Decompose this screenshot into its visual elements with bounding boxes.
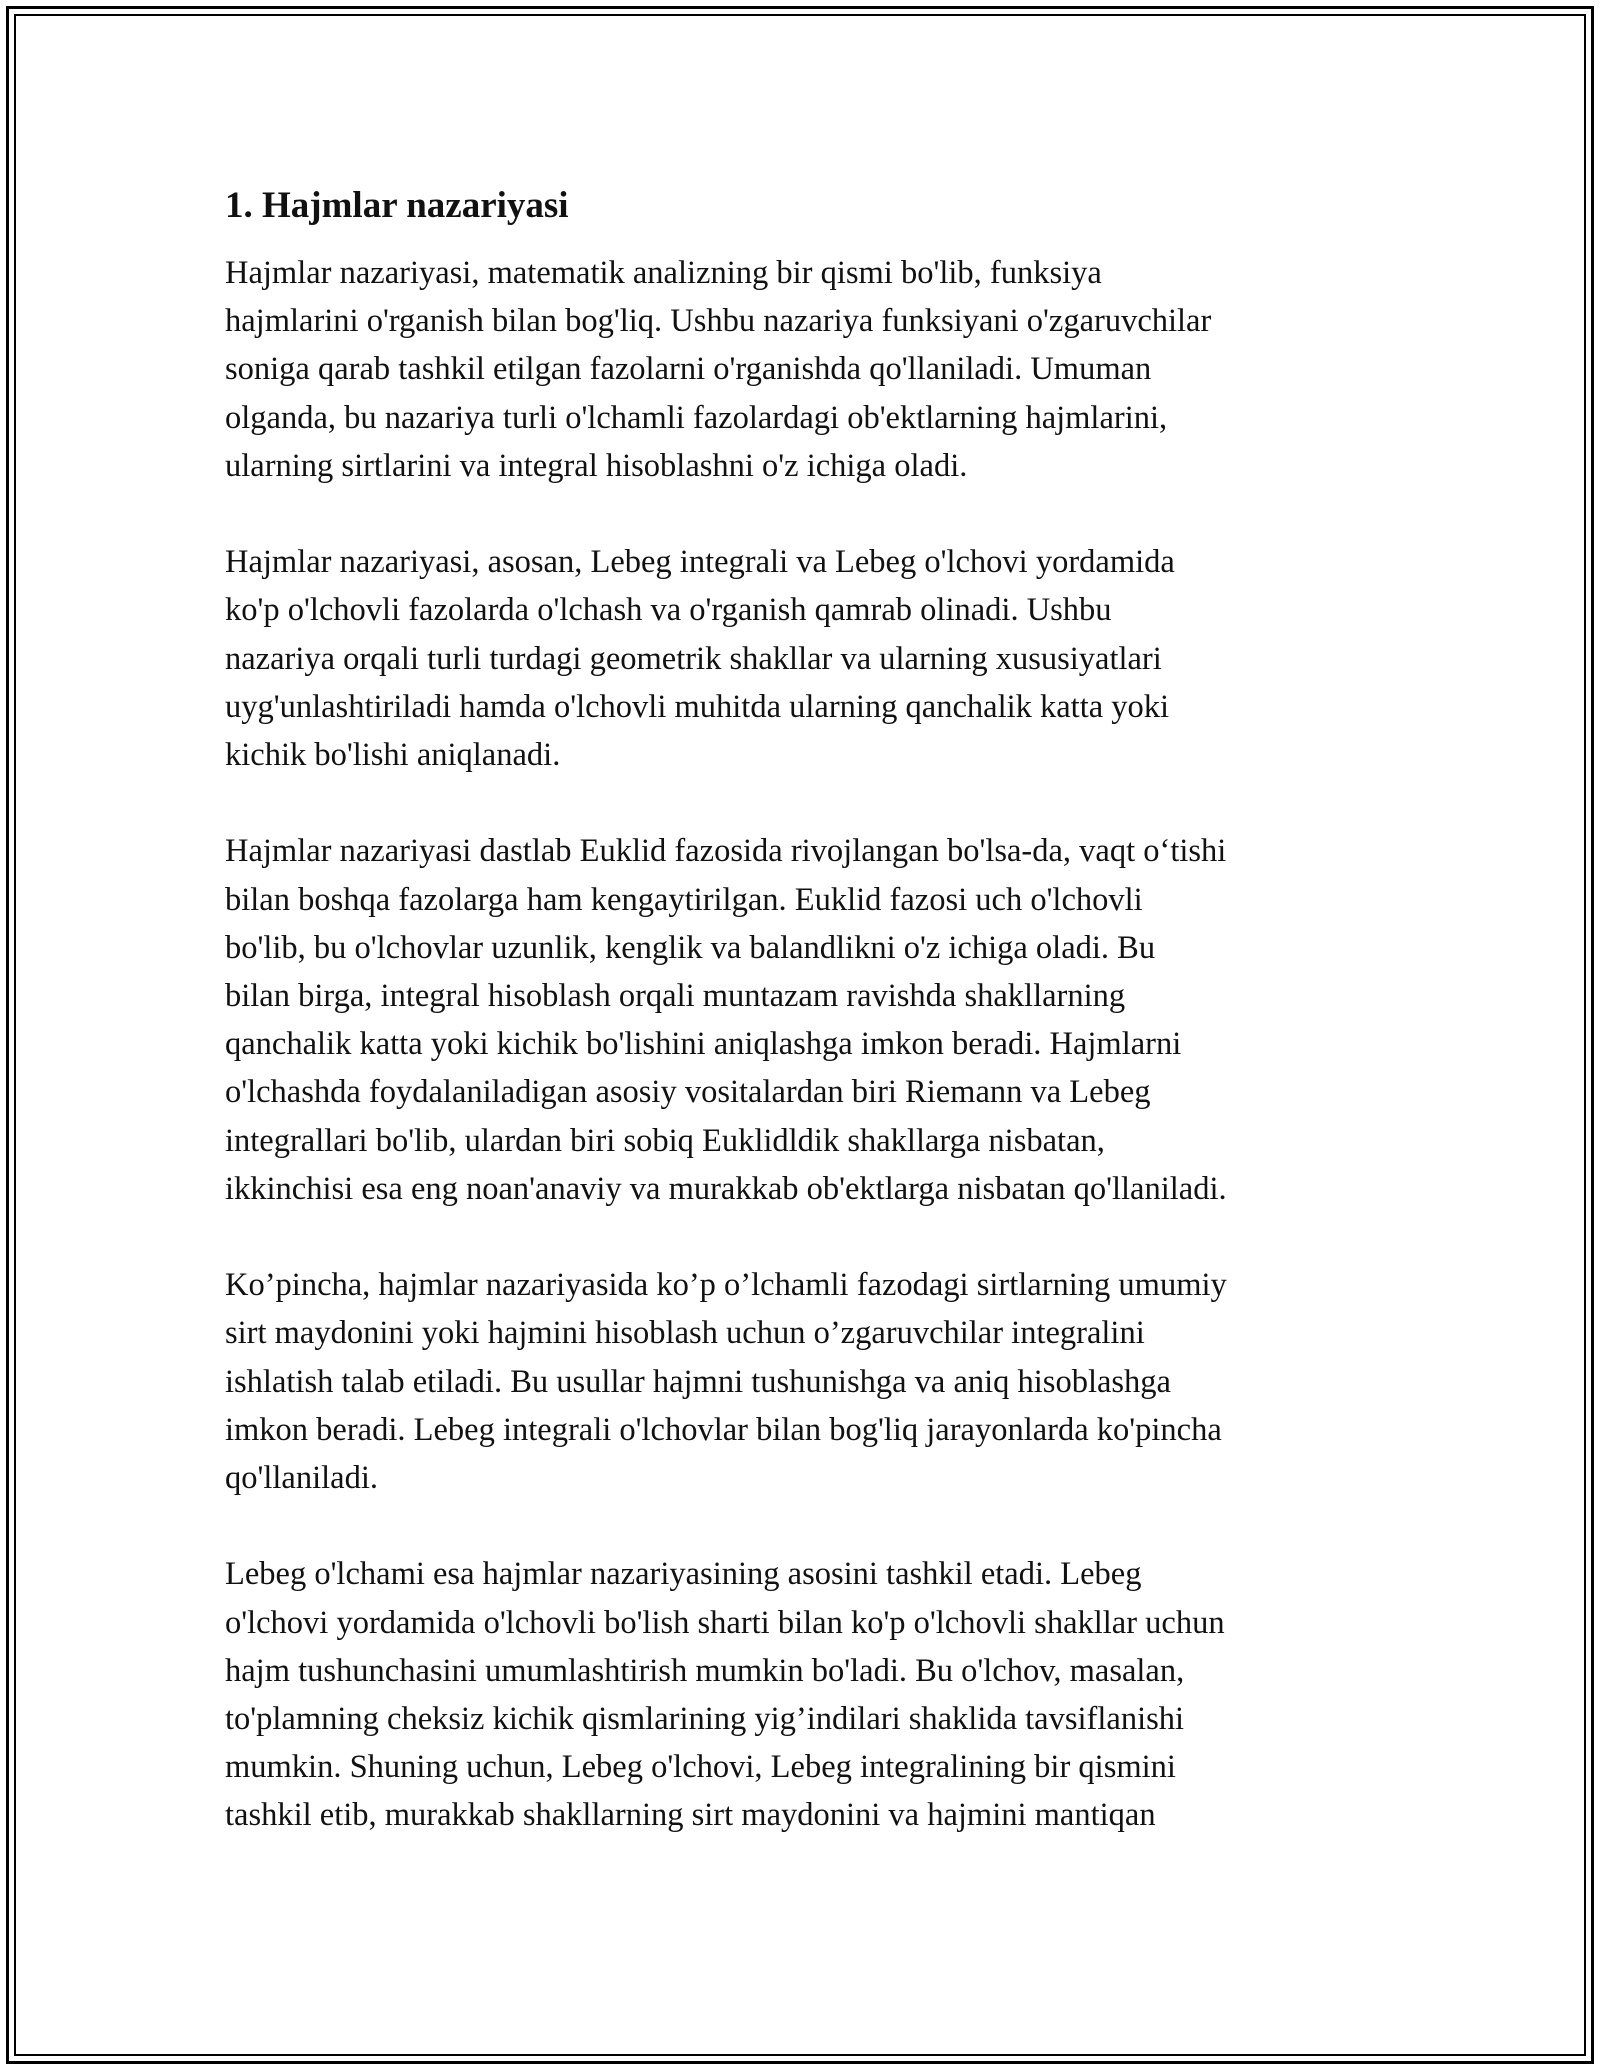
text-line: bo'lib, bu o'lchovlar uzunlik, kenglik va balandlikni o'z ichiga oladi. Bu <box>225 929 1156 966</box>
text-line: uyg'unlashtiriladi hamda o'lchovli muhitda ularning qanchalik katta yoki <box>225 688 1170 725</box>
text-line: bilan boshqa fazolarga ham kengaytirilgan. Euklid fazosi uch o'lchovli <box>225 881 1143 918</box>
text-line: to'plamning cheksiz kichik qismlarining yig’indilari shaklida tavsiflanishi <box>225 1701 1185 1738</box>
paragraph-2 <box>225 538 1405 779</box>
paragraph-1 <box>225 249 1405 490</box>
text-line: o'lchashda foydalaniladigan asosiy vositalardan biri Riemann va Lebeg <box>225 1074 1151 1111</box>
text-line: Hajmlar nazariyasi, asosan, Lebeg integrali va Lebeg o'lchovi yordamida <box>225 544 1175 581</box>
text-line: nazariya orqali turli turdagi geometrik shakllar va ularning xususiyatlari <box>225 640 1162 677</box>
text-line: Hajmlar nazariyasi dastlab Euklid fazosida rivojlangan bo'lsa-da, vaqt o‘tishi <box>225 833 1227 870</box>
text-line: Ko’pincha, hajmlar nazariyasida ko’p o’lchamli fazodagi sirtlarning umumiy <box>225 1267 1227 1304</box>
paragraph-4 <box>225 1261 1405 1502</box>
text-line: integrallari bo'lib, ulardan biri sobiq Euklidldik shakllarga nisbatan, <box>225 1122 1105 1159</box>
text-line: sirt maydonini yoki hajmini hisoblash uchun o’zgaruvchilar integralini <box>225 1315 1145 1352</box>
paragraph-5 <box>225 1550 1405 1839</box>
paragraph-3 <box>225 827 1405 1213</box>
text-line: mumkin. Shuning uchun, Lebeg o'lchovi, Lebeg integralining bir qismini <box>225 1749 1176 1786</box>
text-line: hajmlarini o'rganish bilan bog'liq. Ushbu nazariya funksiyani o'zgaruvchilar <box>225 303 1212 340</box>
text-line: olganda, bu nazariya turli o'lchamli fazolardagi ob'ektlarning hajmlarini, <box>225 399 1168 436</box>
text-line: qo'llaniladi. <box>225 1460 378 1497</box>
section-heading: 1. Hajmlar nazariyasi <box>225 185 569 226</box>
text-line: ularning sirtlarini va integral hisoblashni o'z ichiga oladi. <box>225 447 968 484</box>
document-body <box>225 183 1405 1888</box>
text-line: kichik bo'lishi aniqlanadi. <box>225 737 561 774</box>
text-line: Hajmlar nazariyasi, matematik analizning bir qismi bo'lib, funksiya <box>225 255 1102 291</box>
paragraph-list <box>225 249 1405 1840</box>
text-line: tashkil etib, murakkab shakllarning sirt maydonini va hajmini mantiqan <box>225 1797 1156 1834</box>
text-line: ko'p o'lchovli fazolarda o'lchash va o'rganish qamrab olinadi. Ushbu <box>225 592 1112 629</box>
text-line: hajm tushunchasini umumlashtirish mumkin bo'ladi. Bu o'lchov, masalan, <box>225 1652 1185 1689</box>
text-line: o'lchovi yordamida o'lchovli bo'lish sharti bilan ko'p o'lchovli shakllar uchun <box>225 1604 1225 1641</box>
text-line: bilan birga, integral hisoblash orqali muntazam ravishda shakllarning <box>225 978 1126 1015</box>
text-line: Lebeg o'lchami esa hajmlar nazariyasining asosini tashkil etadi. Lebeg <box>225 1556 1142 1593</box>
text-line: qanchalik katta yoki kichik bo'lishini aniqlashga imkon beradi. Hajmlarni <box>225 1026 1182 1063</box>
text-line: ikkinchisi esa eng noan'anaviy va murakkab ob'ektlarga nisbatan qo'llaniladi. <box>225 1170 1227 1207</box>
text-line: imkon beradi. Lebeg integrali o'lchovlar bilan bog'liq jarayonlarda ko'pincha <box>225 1411 1222 1448</box>
text-line: ishlatish talab etiladi. Bu usullar hajmni tushunishga va aniq hisoblashga <box>225 1363 1171 1400</box>
text-line: soniga qarab tashkil etilgan fazolarni o'rganishda qo'llaniladi. Umuman <box>225 351 1152 388</box>
